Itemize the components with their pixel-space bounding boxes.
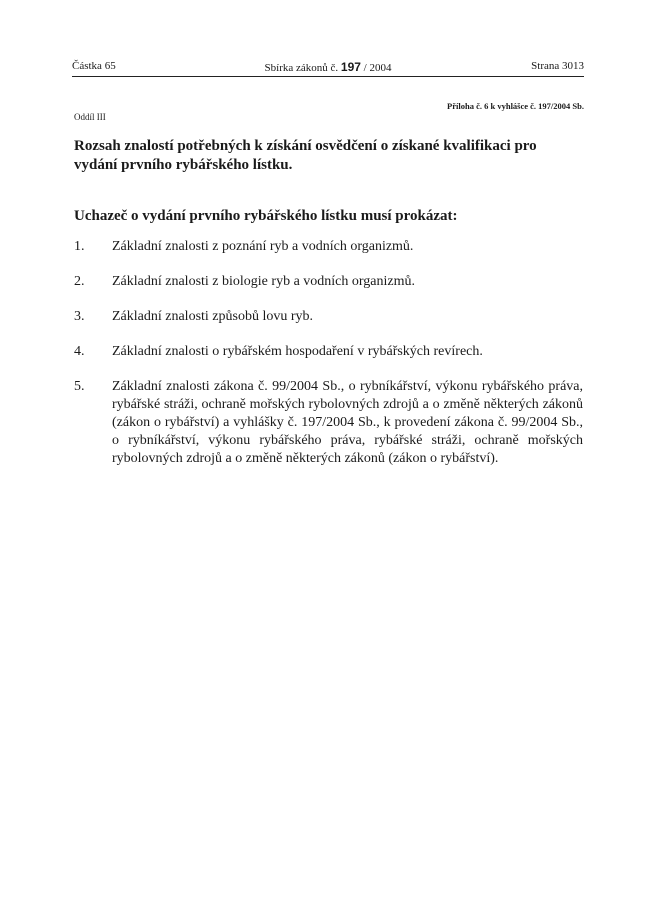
document-title: Rozsah znalostí potřebných k získání osvědčení o získané kvalifikaci pro vydání prvního rybářského lístku. — [74, 138, 537, 173]
list-item-text: Základní znalosti o rybářském hospodaření v rybářských revírech. — [112, 344, 483, 359]
header-center-suffix: / 2004 — [363, 62, 392, 74]
list-item-text: Základní znalosti zákona č. 99/2004 Sb., o rybníkářství, výkonu rybářského práva, rybářské stráži, ochraně mořských rybolovných zdrojů a o změně některých zákonů (zákon o rybářství) a vyhlášky č. 197/2004 Sb., k provedení zákona č. 99/2004 Sb., o rybníkářství, výkonu rybářského práva, rybářské stráži, ochraně mořských rybolovných zdrojů a o změně některých zákonů (zákon o rybářství). — [112, 379, 583, 466]
header-center — [72, 60, 584, 74]
list-item-text: Základní znalosti z poznání ryb a vodních organizmů. — [112, 239, 414, 254]
list-item-number: 3. — [74, 309, 85, 324]
page-header — [72, 60, 584, 76]
header-rule — [72, 76, 584, 77]
annex-label: Příloha č. 6 k vyhlášce č. 197/2004 Sb. — [447, 101, 584, 111]
list-item-number: 1. — [74, 239, 85, 254]
header-center-number: 197 — [340, 60, 361, 74]
list-item-text: Základní znalosti způsobů lovu ryb. — [112, 309, 314, 324]
header-left: Částka 65 — [72, 60, 116, 72]
section-label: Oddíl III — [74, 112, 106, 122]
document-subtitle: Uchazeč o vydání prvního rybářského lístku musí prokázat: — [74, 208, 458, 224]
list-item-text: Základní znalosti z biologie ryb a vodních organizmů. — [112, 274, 415, 289]
list-item-number: 2. — [74, 274, 85, 289]
header-center-prefix: Sbírka zákonů č. — [264, 62, 339, 74]
list-item-number: 5. — [74, 379, 85, 394]
list-item-number: 4. — [74, 344, 85, 359]
header-right: Strana 3013 — [531, 60, 584, 72]
